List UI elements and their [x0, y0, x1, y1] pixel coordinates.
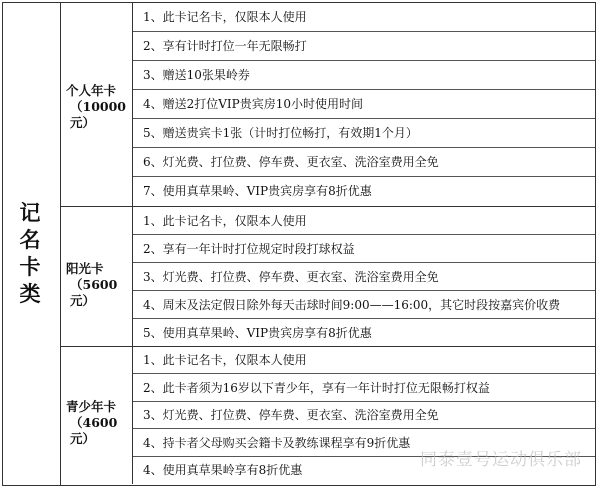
membership-table — [2, 2, 596, 486]
category-label: 记名卡类 — [19, 200, 41, 306]
card-name: 个人年卡 — [66, 83, 117, 98]
category-column — [3, 3, 61, 485]
benefit-row: 7、使用真草果岭、VIP贵宾房享有8折优惠 — [143, 184, 372, 198]
card-name: 青少年卡 — [66, 399, 117, 414]
benefit-row: 2、享有一年计时打位规定时段打球权益 — [133, 235, 595, 263]
card-group-sunshine — [61, 207, 595, 347]
benefit-list — [133, 207, 595, 346]
card-price: （5600元） — [70, 277, 118, 308]
benefit-row: 3、灯光费、打位费、停车费、更衣室、洗浴室费用全免 — [133, 402, 595, 429]
benefit-row: 4、周末及法定假日除外每天击球时间9:00——16:00，其它时段按嘉宾价收费 — [133, 291, 595, 319]
watermark: 同泰壹号运动俱乐部 — [420, 450, 582, 470]
benefit-row: 1、此卡记名卡，仅限本人使用 — [133, 3, 595, 32]
card-group-label — [61, 207, 133, 346]
benefit-row: 1、此卡记名卡，仅限本人使用 — [133, 347, 595, 374]
benefit-row: 5、使用真草果岭、VIP贵宾房享有8折优惠 — [143, 326, 372, 340]
benefit-row: 5、赠送贵宾卡1张（计时打位畅打，有效期1个月） — [133, 119, 595, 148]
card-group-annual — [61, 3, 595, 207]
benefit-row: 3、赠送10张果岭券 — [133, 61, 595, 90]
benefit-row: 6、灯光费、打位费、停车费、更衣室、洗浴室费用全免 — [133, 148, 595, 177]
card-price: （10000元） — [70, 99, 126, 130]
benefit-row: 1、此卡记名卡，仅限本人使用 — [133, 207, 595, 235]
benefit-list — [133, 3, 595, 206]
card-group-label — [61, 3, 133, 206]
benefit-row: 4、持卡者父母购买会籍卡及教练课程享有9折优惠 — [133, 429, 595, 457]
card-name: 阳光卡 — [66, 261, 104, 276]
benefit-row: 2、享有计时打位一年无限畅打 — [133, 32, 595, 61]
benefit-row: 4、赠送2打位VIP贵宾房10小时使用时间 — [133, 90, 595, 119]
card-group-label — [61, 347, 133, 484]
benefit-row: 2、此卡者须为16岁以下青少年，享有一年计时打位无限畅打权益 — [133, 374, 595, 402]
card-price: （4600元） — [70, 415, 118, 446]
benefit-row: 3、灯光费、打位费、停车费、更衣室、洗浴室费用全免 — [133, 263, 595, 291]
benefit-row: 4、使用真草果岭享有8折优惠 — [143, 463, 303, 477]
